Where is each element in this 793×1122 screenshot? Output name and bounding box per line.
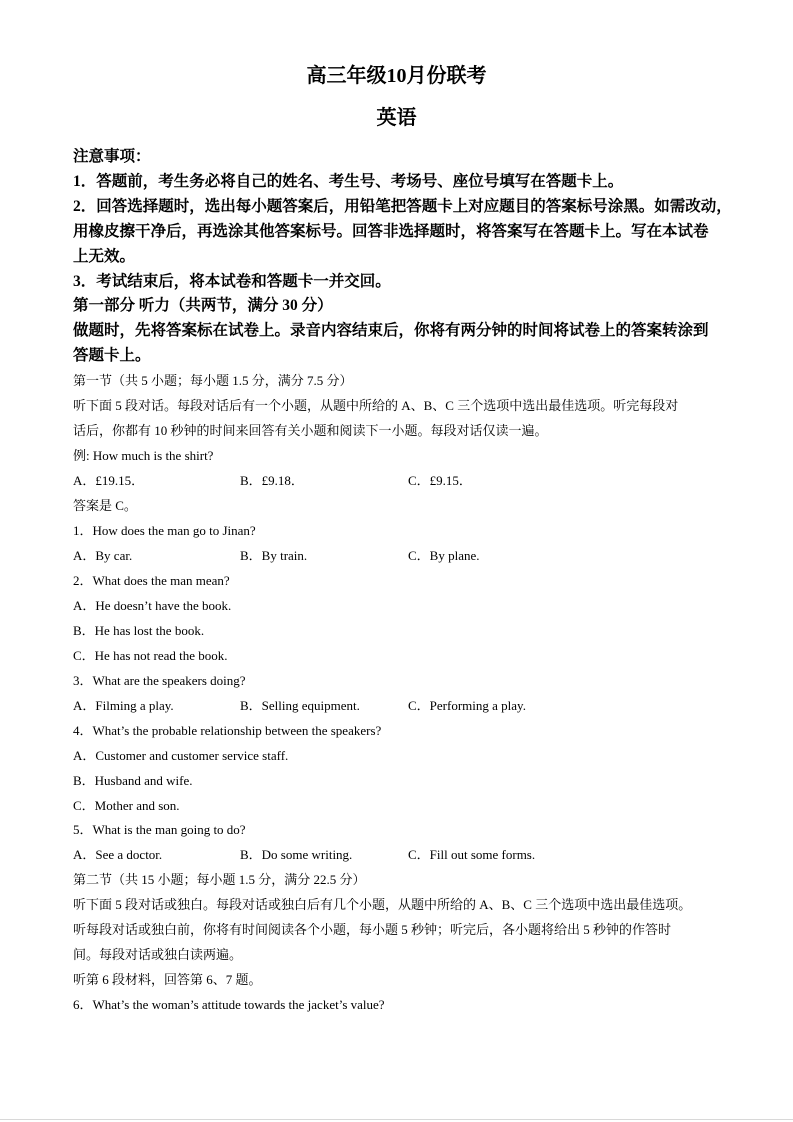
question-stem-1: 1．How does the man go to Jinan? <box>73 523 256 538</box>
part1-instruction-2: 答题卡上。 <box>73 347 151 364</box>
page-bottom-border <box>0 1119 793 1120</box>
q4-option-a: A．Customer and customer service staff. <box>73 748 289 763</box>
q5-option-b: B．Do some writing. <box>240 847 353 862</box>
q4-option-c: C．Mother and son. <box>73 798 180 813</box>
part1-instruction-1: 做题时，先将答案标在试卷上。录音内容结束后，你将有两分钟的时间将试卷上的答案转涂到 <box>73 322 709 339</box>
notice-item-3: 3．考试结束后，将本试卷和答题卡一并交回。 <box>73 273 391 290</box>
section1-instruction-1: 听下面 5 段对话。每段对话后有一个小题，从题中所给的 A、B、C 三个选项中选出最佳选项。听完每段对 <box>73 398 679 413</box>
question-stem-6: 6．What’s the woman’s attitude towards the jacket’s value? <box>73 997 385 1012</box>
example-option-c: C．£9.15． <box>408 473 472 488</box>
notice-item-2-cont: 用橡皮擦干净后，再选涂其他答案标号。回答非选择题时，将答案写在答题卡上。写在本试卷 <box>73 223 709 240</box>
example-option-a: A．£19.15． <box>73 473 145 488</box>
section2-material: 听第 6 段材料，回答第 6、7 题。 <box>73 972 262 987</box>
q5-option-c: C．Fill out some forms. <box>408 847 536 862</box>
notice-item-2: 2．回答选择题时，选出每小题答案后，用铅笔把答题卡上对应题目的答案标号涂黑。如需改动， <box>73 198 732 215</box>
q4-option-b: B．Husband and wife. <box>73 773 193 788</box>
q2-option-c: C．He has not read the book. <box>73 648 228 663</box>
question-stem-4: 4．What’s the probable relationship between the speakers? <box>73 723 382 738</box>
q1-option-a: A．By car. <box>73 548 133 563</box>
section1-heading: 第一节（共 5 小题；每小题 1.5 分，满分 7.5 分） <box>73 373 353 388</box>
example-question: 例: How much is the shirt? <box>73 448 214 463</box>
example-option-b: B．£9.18． <box>240 473 304 488</box>
question-stem-5: 5．What is the man going to do? <box>73 822 246 837</box>
section2-instruction-3: 间。每段对话或独白读两遍。 <box>73 947 243 962</box>
section2-instruction-2: 听每段对话或独白前，你将有时间阅读各个小题，每小题 5 秒钟；听完后，各小题将给出 5 秒钟的作答时 <box>73 922 672 937</box>
q3-option-b: B．Selling equipment. <box>240 698 360 713</box>
part1-heading: 第一部分 听力（共两节，满分 30 分） <box>73 297 333 314</box>
notice-item-2-end: 上无效。 <box>73 248 136 265</box>
section2-heading: 第二节（共 15 小题；每小题 1.5 分，满分 22.5 分） <box>73 872 366 887</box>
question-stem-2: 2．What does the man mean? <box>73 573 230 588</box>
q2-option-b: B．He has lost the book. <box>73 623 205 638</box>
q3-option-c: C．Performing a play. <box>408 698 526 713</box>
example-answer: 答案是 C。 <box>73 498 137 513</box>
q3-option-a: A．Filming a play. <box>73 698 174 713</box>
notice-heading: 注意事项： <box>73 148 151 165</box>
section1-instruction-2: 话后，你都有 10 秒钟的时间来回答有关小题和阅读下一小题。每段对话仅读一遍。 <box>73 423 548 438</box>
q2-option-a: A．He doesn’t have the book. <box>73 598 232 613</box>
q1-option-b: B．By train. <box>240 548 308 563</box>
exam-title: 高三年级10月份联考 <box>306 65 487 87</box>
q5-option-a: A．See a doctor. <box>73 847 163 862</box>
question-stem-3: 3．What are the speakers doing? <box>73 673 246 688</box>
section2-instruction-1: 听下面 5 段对话或独白。每段对话或独白后有几个小题，从题中所给的 A、B、C 三个选项中选出最佳选项。 <box>73 897 692 912</box>
notice-item-1: 1．答题前，考生务必将自己的姓名、考生号、考场号、座位号填写在答题卡上。 <box>73 173 624 190</box>
subject-title: 英语 <box>376 107 417 129</box>
q1-option-c: C．By plane. <box>408 548 480 563</box>
